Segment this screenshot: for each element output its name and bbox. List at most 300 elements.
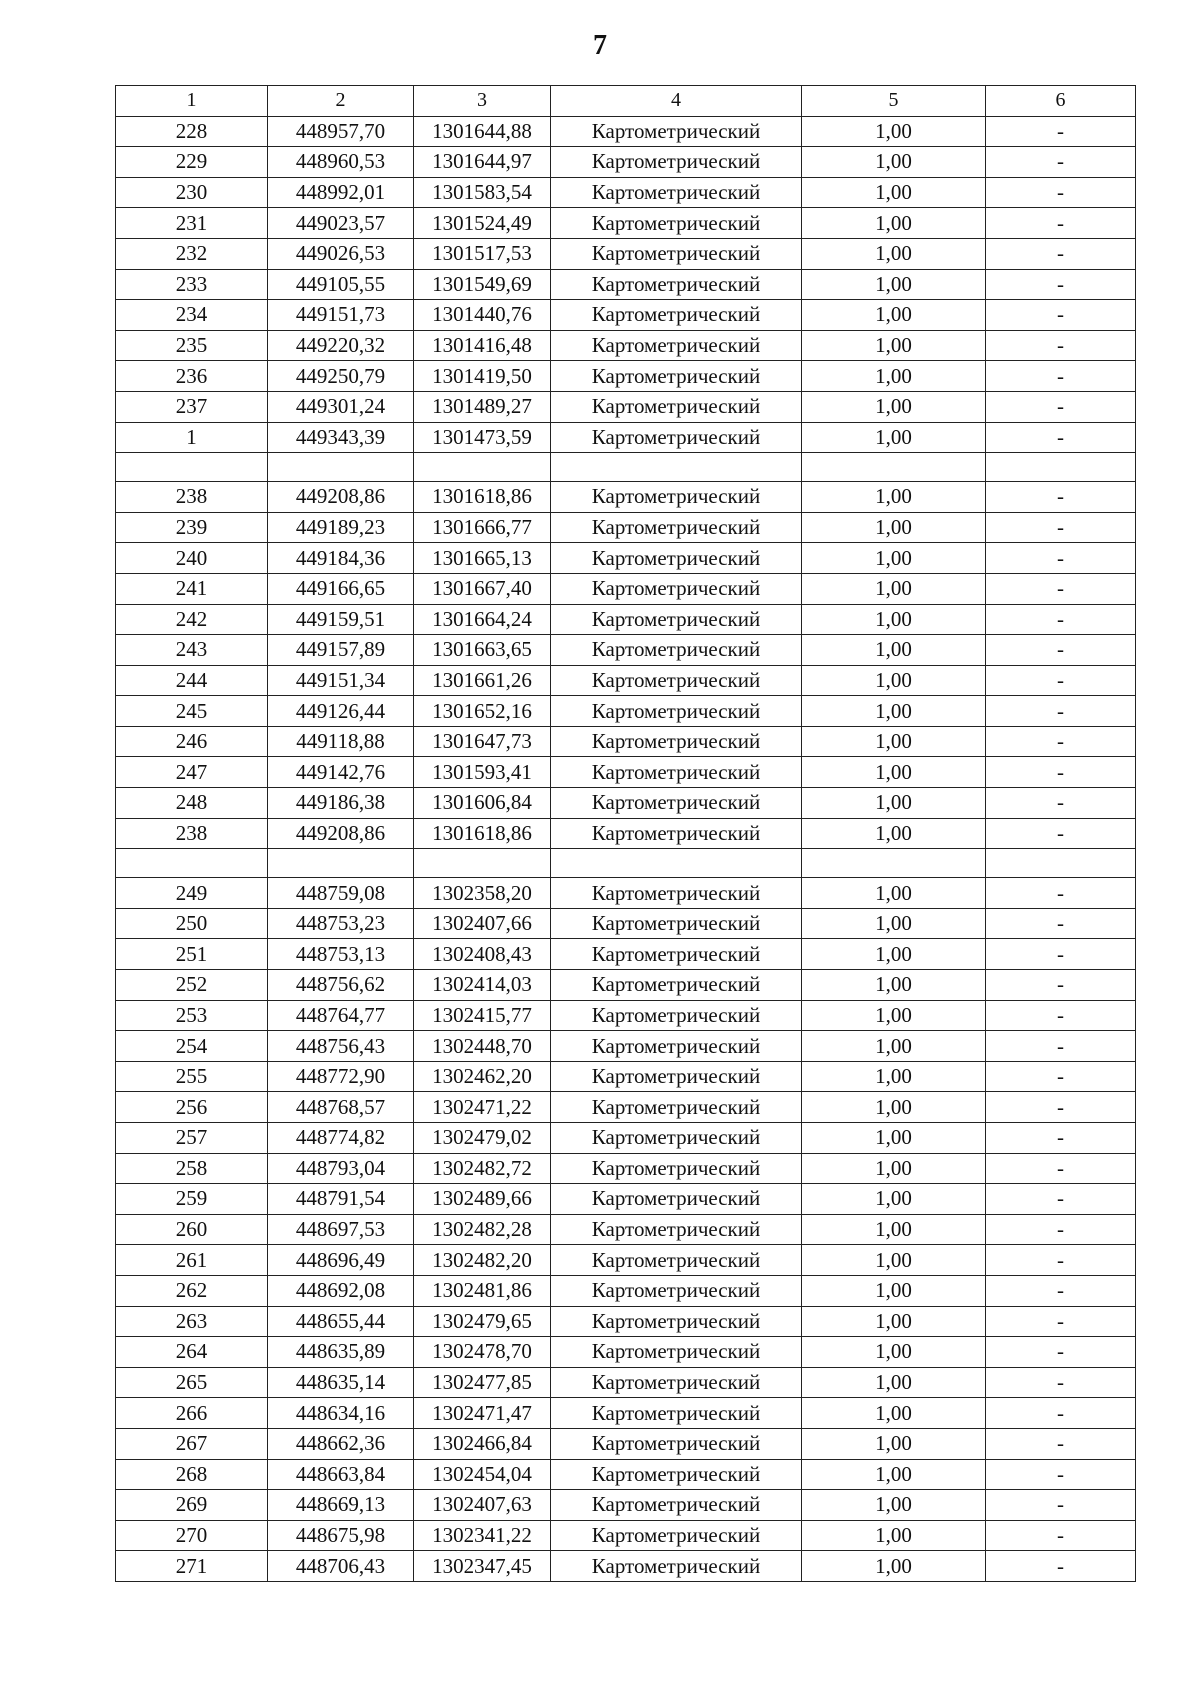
table-cell: Картометрический — [551, 1398, 802, 1429]
table-row — [116, 1184, 1136, 1215]
table-cell: 1302471,22 — [414, 1092, 551, 1123]
table-cell: 1302482,28 — [414, 1214, 551, 1245]
table-cell: 254 — [116, 1031, 268, 1062]
table-cell: 232 — [116, 238, 268, 269]
table-row — [116, 147, 1136, 178]
table-cell: 1,00 — [802, 818, 986, 849]
table-cell: 271 — [116, 1551, 268, 1582]
table-cell: 1302471,47 — [414, 1398, 551, 1429]
table-cell: 244 — [116, 665, 268, 696]
table-cell: 1,00 — [802, 482, 986, 513]
table-cell: 448753,13 — [268, 939, 414, 970]
table-cell: 238 — [116, 482, 268, 513]
table-cell: 1,00 — [802, 422, 986, 453]
table-cell: 448764,77 — [268, 1000, 414, 1031]
table-cell: 1302408,43 — [414, 939, 551, 970]
table-row — [116, 1551, 1136, 1582]
table-body — [116, 86, 1136, 1582]
table-cell: - — [986, 147, 1136, 178]
table-cell: 1301416,48 — [414, 330, 551, 361]
table-row — [116, 1153, 1136, 1184]
table-row — [116, 330, 1136, 361]
table-cell — [116, 849, 268, 878]
table-row — [116, 1306, 1136, 1337]
table-cell: Картометрический — [551, 878, 802, 909]
table-cell: 237 — [116, 391, 268, 422]
table-cell: 449184,36 — [268, 543, 414, 574]
table-cell: 1,00 — [802, 1214, 986, 1245]
table-cell: 1,00 — [802, 543, 986, 574]
table-cell: - — [986, 1275, 1136, 1306]
table-cell: 228 — [116, 116, 268, 147]
table-cell: - — [986, 939, 1136, 970]
table-cell: Картометрический — [551, 300, 802, 331]
table-cell: Картометрический — [551, 1367, 802, 1398]
table-cell: 1,00 — [802, 939, 986, 970]
table-cell: Картометрический — [551, 1184, 802, 1215]
table-cell: 236 — [116, 361, 268, 392]
table-cell: 449151,34 — [268, 665, 414, 696]
table-cell: - — [986, 422, 1136, 453]
table-cell: 251 — [116, 939, 268, 970]
table-cell: 265 — [116, 1367, 268, 1398]
separator-row — [116, 453, 1136, 482]
table-cell: - — [986, 1092, 1136, 1123]
table-cell: 1,00 — [802, 238, 986, 269]
table-cell: 449208,86 — [268, 482, 414, 513]
table-cell: 1302481,86 — [414, 1275, 551, 1306]
table-row — [116, 1337, 1136, 1368]
table-cell: 248 — [116, 788, 268, 819]
table-cell: 1,00 — [802, 269, 986, 300]
table-cell: 263 — [116, 1306, 268, 1337]
table-cell: 1,00 — [802, 208, 986, 239]
table-cell: 449151,73 — [268, 300, 414, 331]
table-cell: 1 — [116, 422, 268, 453]
table-cell: Картометрический — [551, 543, 802, 574]
table-cell: - — [986, 269, 1136, 300]
column-header: 2 — [268, 86, 414, 117]
table-row — [116, 696, 1136, 727]
table-cell: Картометрический — [551, 1214, 802, 1245]
table-cell: 259 — [116, 1184, 268, 1215]
table-row — [116, 1031, 1136, 1062]
table-cell: 230 — [116, 177, 268, 208]
table-cell: 449189,23 — [268, 512, 414, 543]
table-cell: Картометрический — [551, 1245, 802, 1276]
table-cell: 269 — [116, 1490, 268, 1521]
table-cell: 448768,57 — [268, 1092, 414, 1123]
table-row — [116, 482, 1136, 513]
table-cell: 1,00 — [802, 1275, 986, 1306]
table-row — [116, 361, 1136, 392]
table-cell: - — [986, 1367, 1136, 1398]
page-number: 7 — [593, 30, 607, 61]
table-cell — [986, 849, 1136, 878]
column-header: 5 — [802, 86, 986, 117]
table-row — [116, 116, 1136, 147]
table-cell: Картометрический — [551, 482, 802, 513]
table-cell: Картометрический — [551, 238, 802, 269]
table-cell: Картометрический — [551, 665, 802, 696]
table-cell: 1,00 — [802, 573, 986, 604]
table-cell: 449220,32 — [268, 330, 414, 361]
table-row — [116, 1490, 1136, 1521]
table-cell: 240 — [116, 543, 268, 574]
table-row — [116, 1428, 1136, 1459]
table-cell: 1,00 — [802, 1459, 986, 1490]
table-cell: 1301664,24 — [414, 604, 551, 635]
table-cell: 1,00 — [802, 300, 986, 331]
table-cell: 1301618,86 — [414, 482, 551, 513]
table-cell — [268, 453, 414, 482]
table-row — [116, 269, 1136, 300]
table-cell: Картометрический — [551, 269, 802, 300]
table-cell: - — [986, 788, 1136, 819]
table-row — [116, 208, 1136, 239]
table-cell: 1301473,59 — [414, 422, 551, 453]
table-cell: 448756,62 — [268, 970, 414, 1001]
table-cell: 1302415,77 — [414, 1000, 551, 1031]
table-cell: - — [986, 1031, 1136, 1062]
table-cell: - — [986, 635, 1136, 666]
table-row — [116, 1398, 1136, 1429]
table-cell: Картометрический — [551, 1306, 802, 1337]
table-cell: 1302477,85 — [414, 1367, 551, 1398]
table-row — [116, 1275, 1136, 1306]
table-cell: 256 — [116, 1092, 268, 1123]
table-cell: 1302478,70 — [414, 1337, 551, 1368]
table-cell: - — [986, 361, 1136, 392]
table-row — [116, 788, 1136, 819]
table-cell: - — [986, 208, 1136, 239]
table-cell: 449023,57 — [268, 208, 414, 239]
table-cell: 239 — [116, 512, 268, 543]
table-cell: - — [986, 1184, 1136, 1215]
table-cell: 1,00 — [802, 1428, 986, 1459]
table-cell: 260 — [116, 1214, 268, 1245]
table-row — [116, 604, 1136, 635]
table-cell: 245 — [116, 696, 268, 727]
table-cell: Картометрический — [551, 908, 802, 939]
table-cell: Картометрический — [551, 1428, 802, 1459]
table-cell: 1301440,76 — [414, 300, 551, 331]
table-cell: 448756,43 — [268, 1031, 414, 1062]
table-cell: 258 — [116, 1153, 268, 1184]
table-cell: Картометрический — [551, 818, 802, 849]
table-cell: - — [986, 1061, 1136, 1092]
table-cell: - — [986, 177, 1136, 208]
table-row — [116, 970, 1136, 1001]
table-cell: 448753,23 — [268, 908, 414, 939]
table-cell — [268, 849, 414, 878]
table-cell: 268 — [116, 1459, 268, 1490]
table-row — [116, 573, 1136, 604]
table-cell — [414, 849, 551, 878]
table-cell: 1301517,53 — [414, 238, 551, 269]
table-row — [116, 1459, 1136, 1490]
table-row — [116, 1520, 1136, 1551]
table-cell: 449157,89 — [268, 635, 414, 666]
table-cell: - — [986, 665, 1136, 696]
table-cell: 1302489,66 — [414, 1184, 551, 1215]
table-cell: 231 — [116, 208, 268, 239]
table-cell: 1,00 — [802, 147, 986, 178]
table-cell: 449301,24 — [268, 391, 414, 422]
table-cell: 1,00 — [802, 361, 986, 392]
table-cell: - — [986, 238, 1136, 269]
table-cell: 448960,53 — [268, 147, 414, 178]
table-cell: Картометрический — [551, 1092, 802, 1123]
table-cell: Картометрический — [551, 757, 802, 788]
table-cell: 448793,04 — [268, 1153, 414, 1184]
column-header: 1 — [116, 86, 268, 117]
table-cell: Картометрический — [551, 1000, 802, 1031]
table-cell: 1,00 — [802, 1153, 986, 1184]
table-row — [116, 635, 1136, 666]
table-cell: 448759,08 — [268, 878, 414, 909]
table-cell: 1302479,65 — [414, 1306, 551, 1337]
table-cell: - — [986, 1337, 1136, 1368]
table-cell: 1,00 — [802, 635, 986, 666]
table-cell: 267 — [116, 1428, 268, 1459]
table-row — [116, 1367, 1136, 1398]
table-cell: 449186,38 — [268, 788, 414, 819]
table-cell: 1301489,27 — [414, 391, 551, 422]
table-cell: 1301665,13 — [414, 543, 551, 574]
table-cell: 1,00 — [802, 604, 986, 635]
table-cell: Картометрический — [551, 361, 802, 392]
table-cell: Картометрический — [551, 177, 802, 208]
table-cell: 1302482,20 — [414, 1245, 551, 1276]
table-cell: 1,00 — [802, 391, 986, 422]
table-cell: Картометрический — [551, 970, 802, 1001]
table-cell: 1,00 — [802, 1031, 986, 1062]
table-cell: Картометрический — [551, 422, 802, 453]
table-cell: Картометрический — [551, 1123, 802, 1154]
table-cell: 1,00 — [802, 512, 986, 543]
table-cell: 1302358,20 — [414, 878, 551, 909]
table-cell: 448635,14 — [268, 1367, 414, 1398]
table-cell — [116, 453, 268, 482]
table-cell: - — [986, 1123, 1136, 1154]
table-cell: - — [986, 878, 1136, 909]
table-cell: 1301549,69 — [414, 269, 551, 300]
table-cell: 1302482,72 — [414, 1153, 551, 1184]
table-cell: - — [986, 1520, 1136, 1551]
table-cell: 241 — [116, 573, 268, 604]
table-cell: 1,00 — [802, 696, 986, 727]
table-cell: - — [986, 512, 1136, 543]
table-cell — [414, 453, 551, 482]
table-cell: - — [986, 1000, 1136, 1031]
table-cell: 1301419,50 — [414, 361, 551, 392]
table-cell: 261 — [116, 1245, 268, 1276]
table-cell: - — [986, 1428, 1136, 1459]
table-cell: Картометрический — [551, 116, 802, 147]
table-cell: 1,00 — [802, 878, 986, 909]
table-cell: - — [986, 1490, 1136, 1521]
table-cell: Картометрический — [551, 147, 802, 178]
table-cell: Картометрический — [551, 788, 802, 819]
table-cell — [551, 849, 802, 878]
table-row — [116, 726, 1136, 757]
table-row — [116, 1092, 1136, 1123]
table-cell: Картометрический — [551, 1551, 802, 1582]
table-cell: - — [986, 1153, 1136, 1184]
table-cell: 449343,39 — [268, 422, 414, 453]
table-cell: - — [986, 300, 1136, 331]
table-cell: - — [986, 330, 1136, 361]
table-cell: 1302454,04 — [414, 1459, 551, 1490]
table-cell: 1301652,16 — [414, 696, 551, 727]
table-row — [116, 818, 1136, 849]
table-cell: 1301666,77 — [414, 512, 551, 543]
table-cell: 1301593,41 — [414, 757, 551, 788]
table-cell: 1,00 — [802, 1092, 986, 1123]
table-cell: 1301667,40 — [414, 573, 551, 604]
table-row — [116, 300, 1136, 331]
table-row — [116, 238, 1136, 269]
table-cell: Картометрический — [551, 726, 802, 757]
table-cell: 1,00 — [802, 1490, 986, 1521]
table-cell: Картометрический — [551, 330, 802, 361]
table-cell: - — [986, 604, 1136, 635]
table-cell: 233 — [116, 269, 268, 300]
table-row — [116, 1000, 1136, 1031]
column-header: 6 — [986, 86, 1136, 117]
table-row — [116, 757, 1136, 788]
separator-row — [116, 849, 1136, 878]
table-cell: 1,00 — [802, 1184, 986, 1215]
table-cell: 448655,44 — [268, 1306, 414, 1337]
table-cell: 1301663,65 — [414, 635, 551, 666]
table-cell: 1,00 — [802, 970, 986, 1001]
table-cell: 229 — [116, 147, 268, 178]
table-cell: 1302414,03 — [414, 970, 551, 1001]
table-row — [116, 1061, 1136, 1092]
table-cell: Картометрический — [551, 573, 802, 604]
table-cell: 253 — [116, 1000, 268, 1031]
column-header: 4 — [551, 86, 802, 117]
table-cell: - — [986, 1214, 1136, 1245]
table-row — [116, 543, 1136, 574]
table-cell: 448662,36 — [268, 1428, 414, 1459]
table-cell — [802, 453, 986, 482]
table-cell: 448669,13 — [268, 1490, 414, 1521]
table-cell: - — [986, 391, 1136, 422]
table-cell: 448697,53 — [268, 1214, 414, 1245]
table-cell — [551, 453, 802, 482]
table-cell: 1,00 — [802, 116, 986, 147]
table-cell: 449118,88 — [268, 726, 414, 757]
table-cell: 1301583,54 — [414, 177, 551, 208]
table-row — [116, 1214, 1136, 1245]
table-cell: - — [986, 1245, 1136, 1276]
table-cell: 449142,76 — [268, 757, 414, 788]
table-cell: 1302466,84 — [414, 1428, 551, 1459]
table-cell: 270 — [116, 1520, 268, 1551]
table-cell: 448663,84 — [268, 1459, 414, 1490]
table-cell: - — [986, 908, 1136, 939]
table-cell: - — [986, 1459, 1136, 1490]
table-cell: 252 — [116, 970, 268, 1001]
table-cell: 448774,82 — [268, 1123, 414, 1154]
table-cell: 1,00 — [802, 1245, 986, 1276]
table-cell: 448772,90 — [268, 1061, 414, 1092]
table-cell: 1302448,70 — [414, 1031, 551, 1062]
table-cell: 1,00 — [802, 908, 986, 939]
table-cell: 250 — [116, 908, 268, 939]
table-cell: 448692,08 — [268, 1275, 414, 1306]
table-cell: Картометрический — [551, 512, 802, 543]
table-cell: Картометрический — [551, 604, 802, 635]
table-cell: Картометрический — [551, 1459, 802, 1490]
table-cell: 1,00 — [802, 788, 986, 819]
table-row — [116, 422, 1136, 453]
table-cell: 448675,98 — [268, 1520, 414, 1551]
table-cell: 1,00 — [802, 330, 986, 361]
table-cell: 262 — [116, 1275, 268, 1306]
table-cell: 1,00 — [802, 177, 986, 208]
table-cell: 449159,51 — [268, 604, 414, 635]
table-cell: 449166,65 — [268, 573, 414, 604]
table-cell: Картометрический — [551, 939, 802, 970]
table-cell: - — [986, 726, 1136, 757]
table-cell: 1,00 — [802, 1398, 986, 1429]
table-cell: 1,00 — [802, 1000, 986, 1031]
table-cell: 249 — [116, 878, 268, 909]
table-cell: 264 — [116, 1337, 268, 1368]
table-cell: - — [986, 1551, 1136, 1582]
table-cell: - — [986, 696, 1136, 727]
table-cell: 1302347,45 — [414, 1551, 551, 1582]
table-cell: 448635,89 — [268, 1337, 414, 1368]
table-cell: Картометрический — [551, 1031, 802, 1062]
table-cell: Картометрический — [551, 208, 802, 239]
table-row — [116, 391, 1136, 422]
table-cell: - — [986, 543, 1136, 574]
table-cell: - — [986, 757, 1136, 788]
table-cell: 448992,01 — [268, 177, 414, 208]
table-cell: - — [986, 573, 1136, 604]
table-cell: 1,00 — [802, 1367, 986, 1398]
table-cell: 1,00 — [802, 1306, 986, 1337]
table-cell: 448706,43 — [268, 1551, 414, 1582]
table-cell: 1301606,84 — [414, 788, 551, 819]
table-cell: 448957,70 — [268, 116, 414, 147]
table-cell: 449126,44 — [268, 696, 414, 727]
table-cell — [986, 453, 1136, 482]
table-cell: 449105,55 — [268, 269, 414, 300]
table-cell: 266 — [116, 1398, 268, 1429]
table-cell: 1,00 — [802, 757, 986, 788]
table-cell: 235 — [116, 330, 268, 361]
table-cell: 1302407,66 — [414, 908, 551, 939]
table-row — [116, 1123, 1136, 1154]
table-cell: Картометрический — [551, 1061, 802, 1092]
table-cell: Картометрический — [551, 1275, 802, 1306]
table-cell: 1301618,86 — [414, 818, 551, 849]
table-cell: 1,00 — [802, 1123, 986, 1154]
table-cell: Картометрический — [551, 1520, 802, 1551]
table-cell: Картометрический — [551, 1490, 802, 1521]
table-row — [116, 939, 1136, 970]
table-cell: 1301524,49 — [414, 208, 551, 239]
table-cell: 255 — [116, 1061, 268, 1092]
table-cell: 448634,16 — [268, 1398, 414, 1429]
column-header: 3 — [414, 86, 551, 117]
